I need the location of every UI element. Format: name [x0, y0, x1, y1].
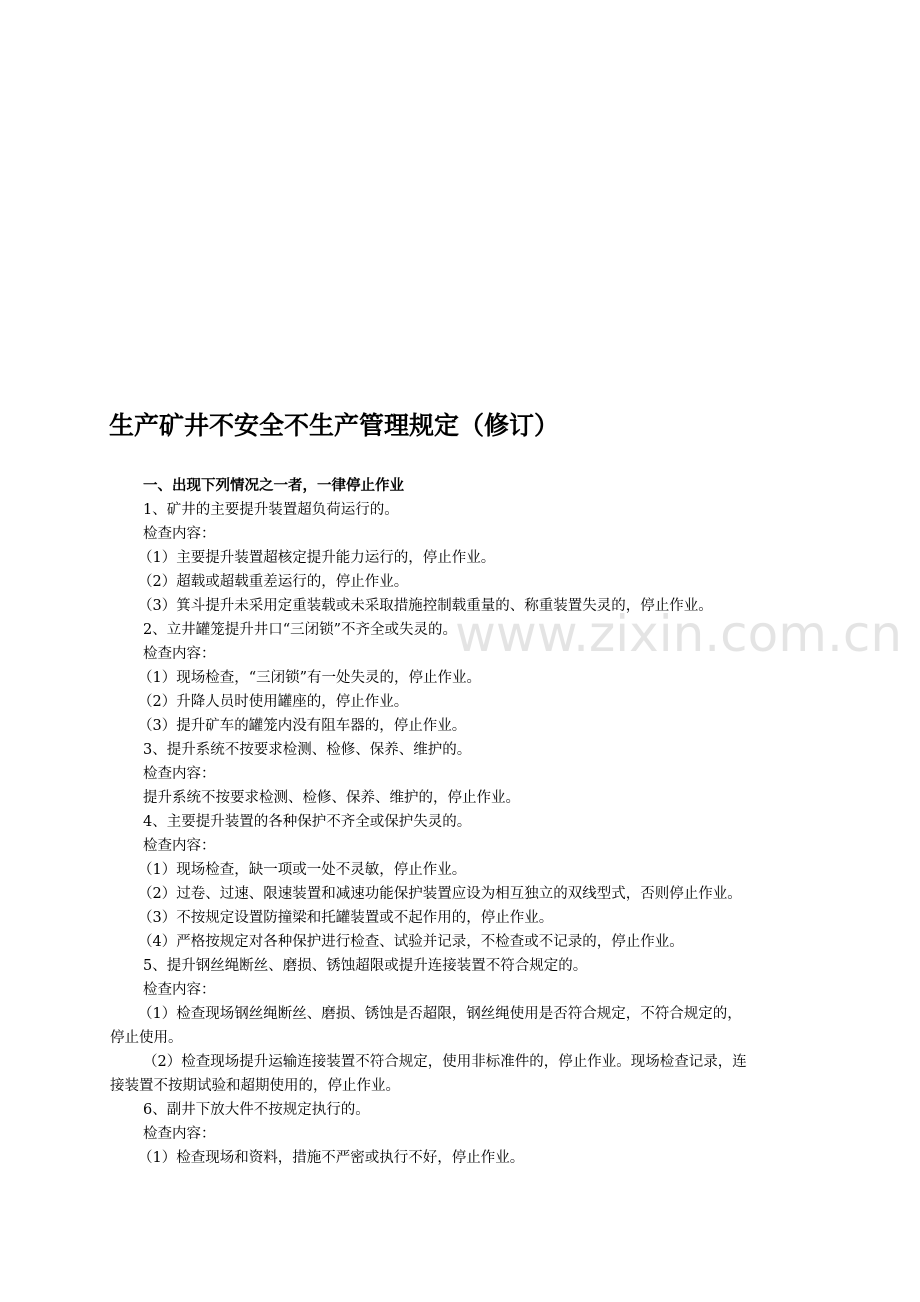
- item-5: 5、提升钢丝绳断丝、磨损、锈蚀超限或提升连接装置不符合规定的。: [143, 958, 588, 974]
- sub-item: （2）升降人员时使用罐座的，停止作业。: [138, 694, 409, 710]
- sub-item: （4）严格按规定对各种保护进行检查、试验并记录，不检查或不记录的，停止作业。: [138, 934, 684, 950]
- item-3: 3、提升系统不按要求检测、检修、保养、维护的。: [143, 742, 472, 758]
- document-title: 生产矿井不安全不生产管理规定（修订）: [109, 411, 560, 440]
- item-4: 4、主要提升装置的各种保护不齐全或保护失灵的。: [143, 814, 472, 830]
- sub-item: （1）现场检查，缺一项或一处不灵敏，停止作业。: [138, 862, 467, 878]
- check-label: 检查内容：: [143, 526, 216, 542]
- sub-item: （2）过卷、过速、限速装置和减速功能保护装置应设为相互独立的双线型式，否则停止作业。: [138, 886, 742, 902]
- para-5-2-line-2: 接装置不按期试验和超期使用的，停止作业。: [110, 1078, 400, 1094]
- item-1: 1、矿井的主要提升装置超负荷运行的。: [143, 502, 399, 518]
- check-text: 提升系统不按要求检测、检修、保养、维护的，停止作业。: [143, 790, 520, 806]
- sub-item: （3）箕斗提升未采用定重装载或未采取措施控制载重量的、称重装置失灵的，停止作业。: [138, 598, 713, 614]
- item-2: 2、立井罐笼提升井口“三闭锁”不齐全或失灵的。: [143, 622, 458, 638]
- check-label: 检查内容：: [143, 646, 216, 662]
- sub-item: （1）主要提升装置超核定提升能力运行的，停止作业。: [138, 550, 496, 566]
- check-label: 检查内容：: [143, 838, 216, 854]
- section-heading: 一、出现下列情况之一者，一律停止作业: [143, 478, 404, 494]
- sub-item: （3）提升矿车的罐笼内没有阻车器的，停止作业。: [138, 718, 467, 734]
- para-5-2-line-1: （2）检查现场提升运输连接装置不符合规定，使用非标准件的，停止作业。现场检查记录，连: [143, 1054, 747, 1070]
- para-5-1-line-1: （1）检查现场钢丝绳断丝、磨损、锈蚀是否超限，钢丝绳使用是否符合规定，不符合规定的，: [138, 1006, 742, 1022]
- sub-item: （3）不按规定设置防撞梁和托罐装置或不起作用的，停止作业。: [138, 910, 554, 926]
- sub-item: （1）检查现场和资料，措施不严密或执行不好，停止作业。: [138, 1150, 525, 1166]
- check-label: 检查内容：: [143, 766, 216, 782]
- check-label: 检查内容：: [143, 982, 216, 998]
- check-label: 检查内容：: [143, 1126, 216, 1142]
- document-body: [110, 474, 903, 1170]
- sub-item: （1）现场检查，“三闭锁”有一处失灵的，停止作业。: [138, 670, 482, 686]
- para-5-1-line-2: 停止使用。: [110, 1030, 183, 1046]
- watermark: www.zixin.com.cn: [455, 605, 903, 663]
- sub-item: （2）超载或超载重差运行的，停止作业。: [138, 574, 409, 590]
- item-6: 6、副井下放大件不按规定执行的。: [143, 1102, 370, 1118]
